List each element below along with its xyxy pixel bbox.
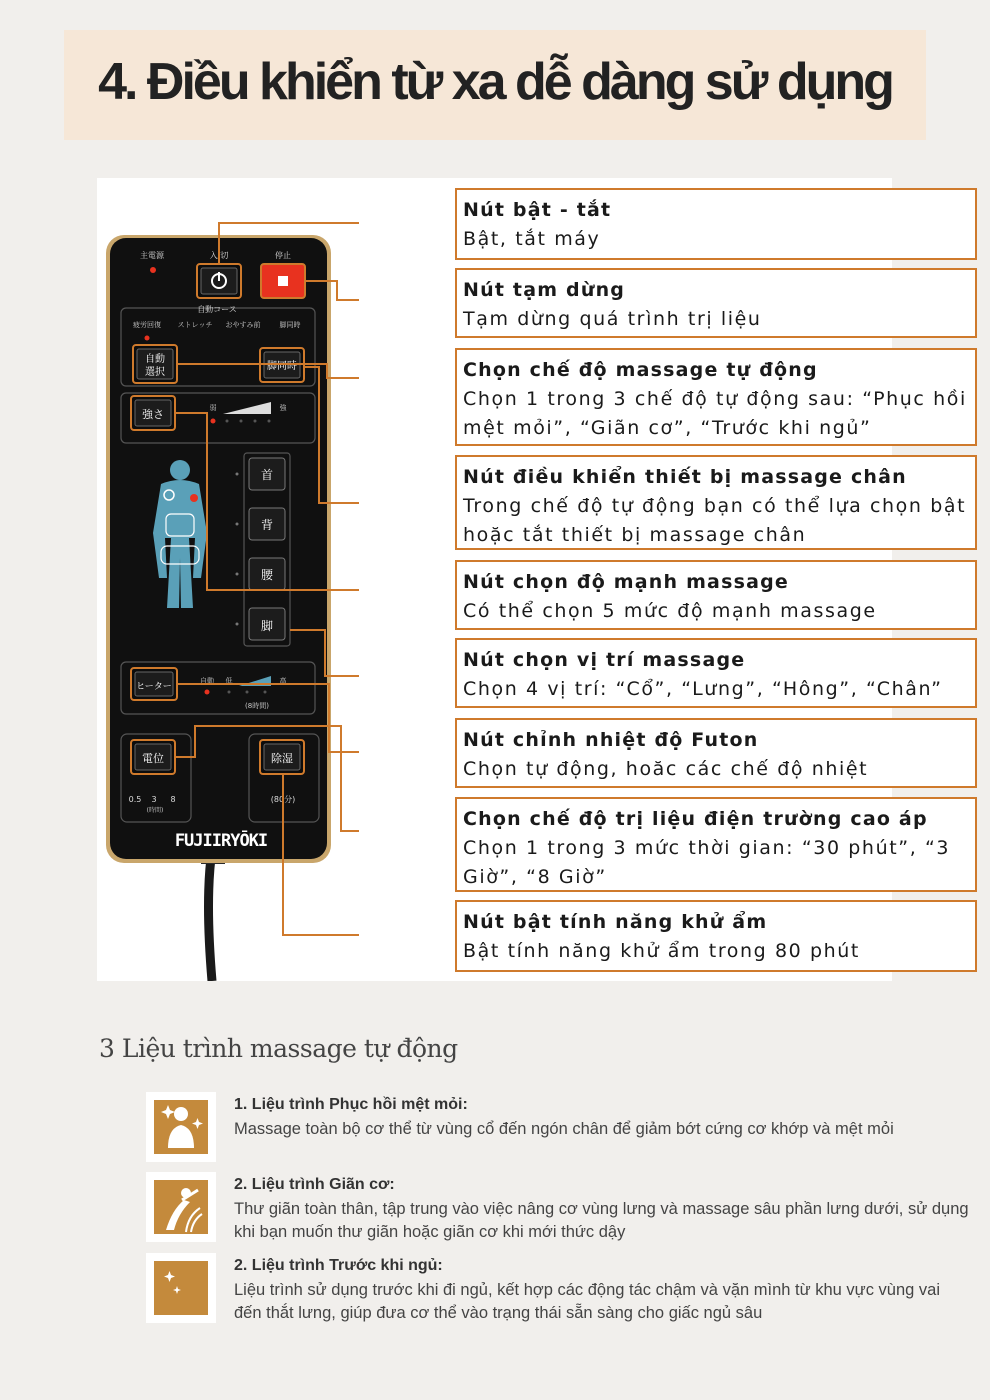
callout-pause: Nút tạm dừng Tạm dừng quá trình trị liệu [455,268,977,338]
stop-icon [278,276,288,286]
svg-text:疲労回復: 疲労回復 [133,321,161,329]
callout-leg-device: Nút điều khiển thiết bị massage chân Trong chế độ tự động bạn có thể lựa chọn bật hoặc tắt thiết bị massage chân [455,455,977,550]
svg-text:自動: 自動 [200,677,214,685]
course-item: 2. Liệu trình Trước khi ngủ: Liệu trình sử dụng trước khi đi ngủ, kết hợp các động tác chậm và vặn mình từ khu vực vùng vai đến thắt lưng, giúp đưa cơ thể vào trạng thái sẵn sàng cho giấc ngủ sâu [146,1253,976,1333]
callout-heater: Nút chỉnh nhiệt độ Futon Chọn tự động, hoăc các chế độ nhiệt [455,718,977,788]
remote-diagram-panel [97,178,967,981]
callout-position: Nút chọn vị trí massage Chọn 4 vị trí: “Cổ”, “Lưng”, “Hông”, “Chân” [455,638,977,708]
page-title: 4. Điều khiển từ xa dễ dàng sử dụng [98,53,892,111]
waist-button[interactable] [249,558,285,590]
stop-label: 停止 [275,251,291,260]
potential-button[interactable] [131,740,175,774]
stop-button[interactable] [261,264,305,298]
svg-text:弱: 弱 [209,404,217,412]
back-button[interactable] [249,508,285,540]
svg-text:強さ: 強さ [142,408,164,421]
heater-button[interactable] [131,668,177,700]
svg-text:3: 3 [151,795,157,804]
svg-text:除湿: 除湿 [271,752,293,765]
callout-potential: Chọn chế độ trị liệu điện trường cao áp Chọn 1 trong 3 mức thời gian: “30 phút”, “3 Giờ”, “8 Giờ” [455,797,977,892]
svg-text:8: 8 [170,795,176,804]
dehumid-button[interactable] [260,740,304,774]
svg-text:おやすみ前: おやすみ前 [225,321,261,329]
svg-text:腰: 腰 [260,568,274,582]
svg-text:背: 背 [260,518,274,532]
power-button[interactable] [197,264,241,298]
moon-stars-icon [146,1253,216,1323]
svg-text:脚同時: 脚同時 [267,361,297,372]
brand-logo: FUJIIRYŌKI [174,831,268,851]
neck-button[interactable] [249,458,285,490]
strength-button[interactable] [131,396,175,430]
auto-course-label: 自動コース [197,305,237,314]
courses-section-title: 3 Liệu trình massage tự động [99,1034,458,1063]
svg-text:ヒーター: ヒーター [136,682,172,692]
svg-text:低: 低 [225,677,233,685]
stretch-icon [146,1172,216,1242]
callout-strength: Nút chọn độ mạnh massage Có thể chọn 5 mức độ mạnh massage [455,560,977,630]
svg-text:脚: 脚 [260,619,274,633]
svg-text:0.5: 0.5 [128,795,142,804]
leg-button[interactable] [249,608,285,640]
svg-text:高: 高 [279,677,287,685]
svg-text:(時間): (時間) [146,807,164,814]
course-item: 1. Liệu trình Phục hồi mệt mỏi: Massage toàn bộ cơ thể từ vùng cổ đến ngón chân để giảm bớt cứng cơ khớp và mệt mỏi [146,1092,976,1162]
header-banner [64,30,926,140]
callout-dehumid: Nút bật tính năng khử ẩm Bật tính năng khử ẩm trong 80 phút [455,900,977,972]
svg-text:選択: 選択 [145,367,165,378]
person-sparkle-icon [146,1092,216,1162]
svg-text:(8時間): (8時間) [245,702,269,710]
svg-text:電位: 電位 [142,752,164,765]
svg-text:(80分): (80分) [270,795,296,804]
svg-text:脚同時: 脚同時 [279,321,301,329]
power-label: 入/切 [209,251,229,260]
callout-power: Nút bật - tắt Bật, tắt máy [455,188,977,260]
course-item: 2. Liệu trình Giãn cơ: Thư giãn toàn thân, tập trung vào việc nâng cơ vùng lưng và massage sâu phần lưng dưới, sử dụng khi bạn muốn thư giãn hoặc giãn cơ khi mới thức dậy [146,1172,976,1252]
svg-text:強: 強 [279,404,287,412]
main-power-led [150,267,156,273]
svg-text:自動: 自動 [145,354,165,365]
callout-auto-mode: Chọn chế độ massage tự động Chọn 1 trong 3 chế độ tự động sau: “Phục hồi mệt mỏi”, “Giãn cơ”, “Trước khi ngủ” [455,348,977,446]
auto-select-button[interactable] [133,345,177,383]
svg-text:ストレッチ: ストレッチ [177,321,213,329]
svg-text:首: 首 [260,468,274,482]
main-power-label: 主電源 [140,251,164,260]
